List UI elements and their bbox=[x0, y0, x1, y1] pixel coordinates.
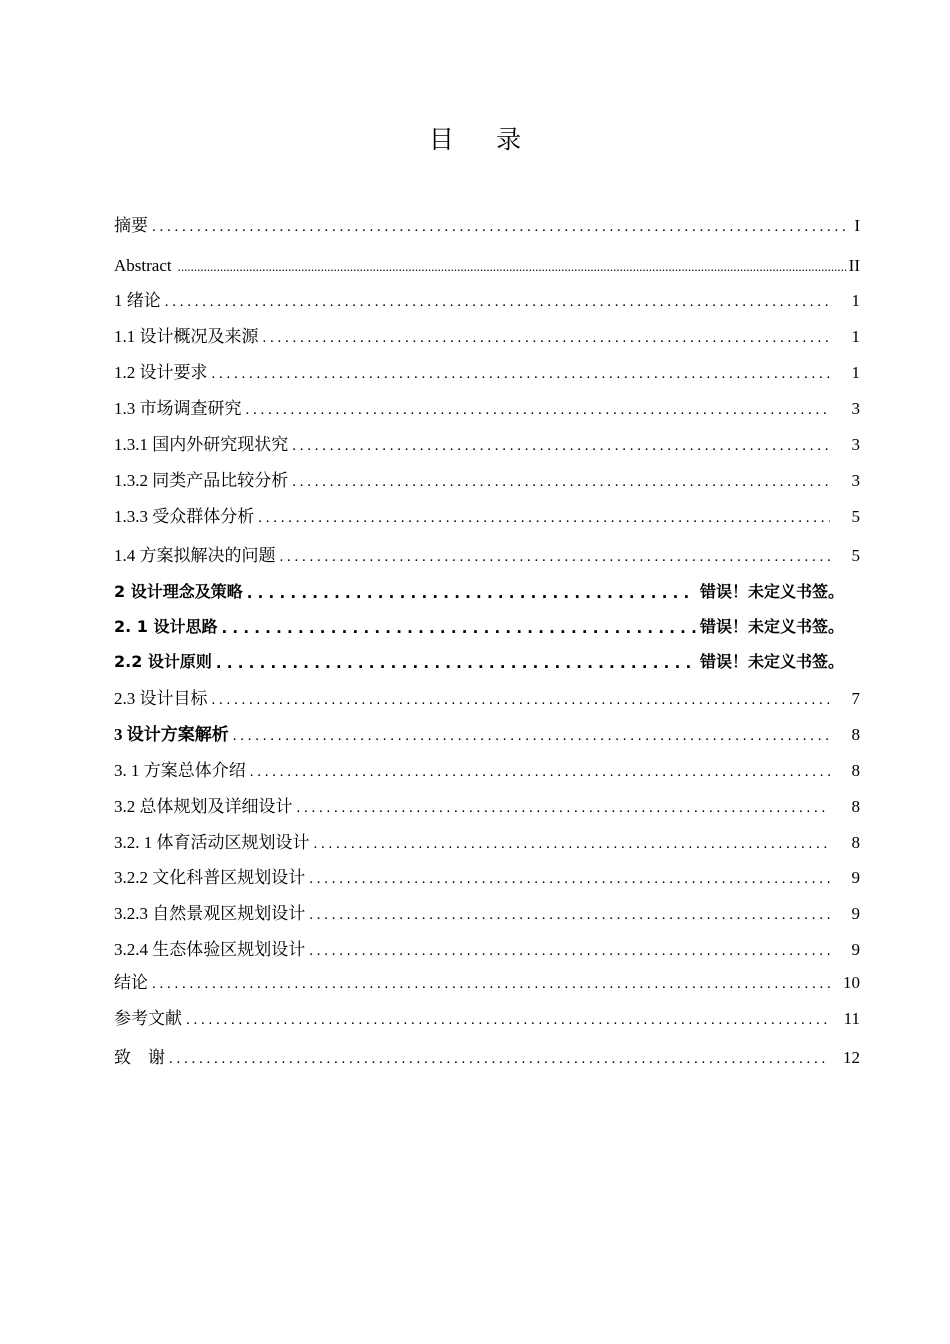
toc-entry[interactable] bbox=[114, 324, 860, 348]
toc-entry[interactable] bbox=[114, 288, 860, 312]
toc-entry[interactable] bbox=[114, 432, 860, 456]
toc-entry[interactable] bbox=[114, 360, 860, 384]
toc-entry-page: I bbox=[854, 216, 860, 235]
toc-entry-page: 12 bbox=[843, 1048, 860, 1067]
dot-leader bbox=[212, 690, 831, 710]
dot-leader bbox=[258, 508, 830, 528]
toc-entry-page: 10 bbox=[843, 973, 860, 992]
toc-entry-label: 致 谢 bbox=[114, 1048, 165, 1067]
toc-entry-page-error: 错误！未定义书签。 bbox=[699, 582, 844, 601]
dot-leader bbox=[246, 400, 831, 420]
toc-entry-label: 3.2.4 生态体验区规划设计 bbox=[114, 940, 306, 959]
dot-leader bbox=[216, 653, 696, 673]
toc-entry-page: 1 bbox=[851, 327, 860, 346]
toc-entry-page: 3 bbox=[851, 435, 860, 454]
toc-entry-page: 5 bbox=[851, 546, 860, 565]
toc-entry[interactable] bbox=[114, 396, 860, 420]
toc-entry-page: 8 bbox=[851, 797, 860, 816]
toc-entry[interactable] bbox=[114, 865, 860, 889]
toc-entry-page: 8 bbox=[851, 833, 860, 852]
toc-entry-page: 8 bbox=[851, 725, 860, 744]
toc-entry-label: 2. 1 设计思路 bbox=[114, 617, 218, 636]
toc-entry-bold[interactable] bbox=[114, 649, 860, 673]
toc-entry-abstract-en[interactable] bbox=[114, 253, 860, 277]
dot-leader bbox=[178, 257, 847, 277]
dot-leader bbox=[212, 364, 831, 384]
toc-entry-page: 9 bbox=[851, 904, 860, 923]
toc-entry[interactable] bbox=[114, 686, 860, 710]
toc-entry-label: Abstract bbox=[114, 256, 172, 275]
dot-leader bbox=[314, 834, 831, 854]
dot-leader bbox=[152, 974, 830, 994]
toc-entry-page: 9 bbox=[851, 940, 860, 959]
toc-entry-page: 5 bbox=[851, 507, 860, 526]
toc-entry[interactable] bbox=[114, 543, 860, 567]
toc-entry-label: 1 绪论 bbox=[114, 291, 161, 310]
dot-leader bbox=[309, 869, 830, 889]
toc-entry-page: 9 bbox=[851, 868, 860, 887]
toc-entry-page-error: 错误！未定义书签。 bbox=[699, 652, 844, 671]
dot-leader bbox=[169, 1049, 830, 1069]
toc-entry-label: 3.2 总体规划及详细设计 bbox=[114, 797, 293, 816]
dot-leader bbox=[186, 1010, 830, 1030]
toc-entry-label: 3.2. 1 体育活动区规划设计 bbox=[114, 833, 310, 852]
toc-entry[interactable] bbox=[114, 758, 860, 782]
dot-leader bbox=[309, 941, 830, 961]
page-title: 目 录 bbox=[428, 127, 540, 154]
toc-entry[interactable] bbox=[114, 937, 860, 961]
dot-leader bbox=[280, 547, 831, 567]
toc-entry-label: 3.2.3 自然景观区规划设计 bbox=[114, 904, 306, 923]
toc-entry-bold[interactable] bbox=[114, 614, 860, 638]
toc-entry-acknowledgements[interactable] bbox=[114, 1045, 860, 1069]
toc-entry[interactable] bbox=[114, 830, 860, 854]
dot-leader bbox=[263, 328, 831, 348]
dot-leader bbox=[233, 726, 830, 746]
toc-entry-label: 3 设计方案解析 bbox=[114, 725, 229, 744]
toc-entry-page: 3 bbox=[851, 471, 860, 490]
toc-entry-page: 11 bbox=[843, 1009, 860, 1028]
toc-entry-page: II bbox=[848, 256, 860, 275]
toc-entry-label: 参考文献 bbox=[114, 1009, 182, 1028]
dot-leader bbox=[152, 217, 850, 237]
toc-entry-label: 3.2.2 文化科普区规划设计 bbox=[114, 868, 306, 887]
toc-entry-label: 2 设计理念及策略 bbox=[114, 582, 243, 601]
toc-entry-label: 摘要 bbox=[114, 216, 148, 235]
toc-entry-page: 8 bbox=[851, 761, 860, 780]
toc-entry[interactable] bbox=[114, 794, 860, 818]
dot-leader bbox=[292, 472, 830, 492]
dot-leader bbox=[250, 762, 830, 782]
toc-entry-label: 1.2 设计要求 bbox=[114, 363, 208, 382]
dot-leader bbox=[292, 436, 830, 456]
toc-entry[interactable] bbox=[114, 468, 860, 492]
toc-entry[interactable] bbox=[114, 901, 860, 925]
toc-entry-page: 1 bbox=[851, 363, 860, 382]
toc-entry-label: 1.3 市场调查研究 bbox=[114, 399, 242, 418]
toc-entry[interactable] bbox=[114, 504, 860, 528]
toc-entry-label: 2.3 设计目标 bbox=[114, 689, 208, 708]
toc-entry-label: 2.2 设计原则 bbox=[114, 652, 212, 671]
toc-entry-bold[interactable] bbox=[114, 722, 860, 746]
dot-leader bbox=[165, 292, 830, 312]
toc-entry-label: 1.3.2 同类产品比较分析 bbox=[114, 471, 289, 490]
toc-entry-label: 1.1 设计概况及来源 bbox=[114, 327, 259, 346]
toc-entry-abstract-cn[interactable] bbox=[114, 213, 860, 237]
dot-leader bbox=[222, 618, 696, 638]
dot-leader bbox=[309, 905, 830, 925]
dot-leader bbox=[297, 798, 831, 818]
toc-entry-label: 1.3.3 受众群体分析 bbox=[114, 507, 255, 526]
toc-entry-bold[interactable] bbox=[114, 579, 860, 603]
toc-entry-label: 结论 bbox=[114, 973, 148, 992]
toc-entry-label: 3. 1 方案总体介绍 bbox=[114, 761, 246, 780]
toc-entry-page-error: 错误！未定义书签。 bbox=[699, 617, 844, 636]
toc-entry-page: 3 bbox=[851, 399, 860, 418]
toc-entry-page: 1 bbox=[851, 291, 860, 310]
toc-entry-page: 7 bbox=[851, 689, 860, 708]
toc-entry-label: 1.3.1 国内外研究现状究 bbox=[114, 435, 289, 454]
toc-entry-conclusion[interactable] bbox=[114, 970, 860, 994]
dot-leader bbox=[247, 583, 696, 603]
toc-entry-references[interactable] bbox=[114, 1006, 860, 1030]
toc-entry-label: 1.4 方案拟解决的问题 bbox=[114, 546, 276, 565]
